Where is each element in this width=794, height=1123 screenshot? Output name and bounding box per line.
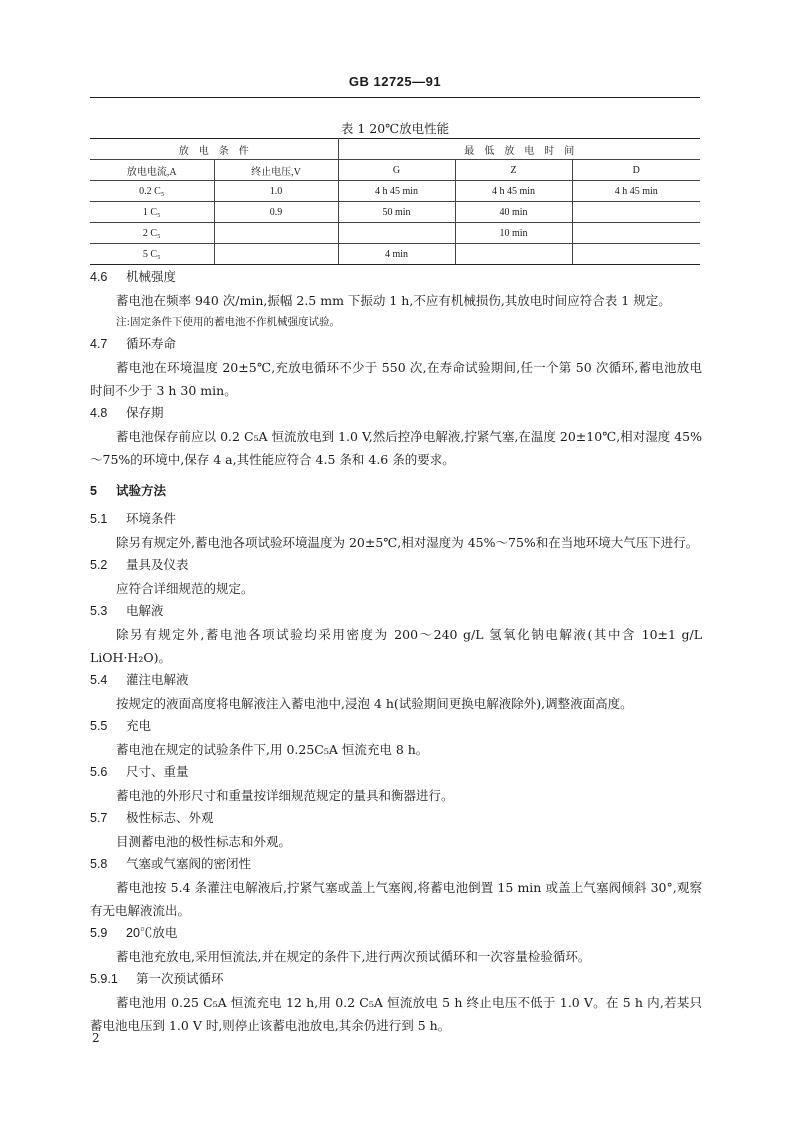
cell-z: 4 h 45 min	[455, 181, 572, 202]
cell-g: 4 h 45 min	[338, 181, 455, 202]
cell-g: 50 min	[338, 202, 455, 223]
cell-current: 1 C₅	[90, 202, 214, 223]
paragraph-5-9-1: 蓄电池用 0.25 C₅A 恒流充电 12 h,用 0.2 C₅A 恒流放电 5 h 终止电压不低于 1.0 V。在 5 h 内,若某只蓄电池电压到 1.0 V 时,则停止该蓄电池放电,其余仍进行到 5 h。	[90, 995, 702, 1033]
section-title: 充电	[126, 719, 152, 733]
discharge-performance-table	[90, 138, 700, 265]
section-number: 5.6	[90, 765, 108, 779]
paragraph-5-8: 蓄电池按 5.4 条灌注电解液后,拧紧气塞或盖上气塞阀,将蓄电池倒置 15 min 或盖上气塞阀倾斜 30°,观察有无电解液流出。	[90, 880, 702, 918]
paragraph-5-5: 蓄电池在规定的试验条件下,用 0.25C₅A 恒流充电 8 h。	[116, 742, 429, 757]
section-title: 灌注电解液	[126, 673, 189, 687]
heading-4-8	[90, 402, 702, 425]
section-number: 5	[90, 484, 97, 498]
table-row	[90, 223, 700, 244]
heading-5-8	[90, 853, 702, 876]
table-caption: 表 1 20℃放电性能	[340, 121, 450, 136]
cell-current: 2 C₅	[90, 223, 214, 244]
section-number: 4.8	[90, 406, 108, 420]
cell-g: 4 min	[338, 244, 455, 265]
col-header-g: G	[338, 160, 455, 181]
section-title: 电解液	[126, 604, 164, 618]
section-number: 4.7	[90, 337, 108, 351]
heading-5-9	[90, 922, 702, 945]
heading-5-5	[90, 715, 702, 738]
cell-voltage	[214, 244, 338, 265]
section-number: 5.5	[90, 719, 108, 733]
note-4-6: 注:固定条件下使用的蓄电池不作机械强度试验。	[116, 316, 341, 328]
cell-d	[572, 244, 700, 265]
cell-current: 0.2 C₅	[90, 181, 214, 202]
section-title: 保存期	[126, 406, 164, 420]
heading-5-9-1	[90, 968, 702, 991]
group-header-min-discharge-time: 最 低 放 电 时 间	[338, 139, 700, 160]
cell-voltage	[214, 223, 338, 244]
heading-4-6	[90, 266, 702, 289]
cell-z: 10 min	[455, 223, 572, 244]
paragraph-5-9: 蓄电池充放电,采用恒流法,并在规定的条件下,进行两次预试循环和一次容量检验循环。	[116, 949, 591, 964]
section-title: 试验方法	[116, 484, 167, 498]
heading-4-7	[90, 333, 702, 356]
section-number: 5.2	[90, 558, 108, 572]
col-header-voltage: 终止电压,V	[214, 160, 338, 181]
page-number: 2	[92, 1031, 100, 1045]
section-title: 第一次预试循环	[136, 972, 224, 986]
paragraph-5-3: 除另有规定外,蓄电池各项试验均采用密度为 200～240 g/L 氢氧化钠电解液(其中含 10±1 g/L LiOH·H₂O)。	[90, 627, 702, 665]
section-number: 4.6	[90, 270, 108, 284]
section-title: 环境条件	[126, 512, 177, 526]
cell-z	[455, 244, 572, 265]
section-title: 尺寸、重量	[126, 765, 189, 779]
col-header-d: D	[572, 160, 700, 181]
table-column-header-row	[90, 160, 700, 181]
cell-z: 40 min	[455, 202, 572, 223]
table-row	[90, 181, 700, 202]
page-header: GB 12725—91	[348, 74, 442, 89]
paragraph-5-6: 蓄电池的外形尺寸和重量按详细规范规定的量具和衡器进行。	[116, 788, 454, 803]
group-header-discharge-conditions: 放 电 条 件	[90, 139, 338, 160]
paragraph-5-2: 应符合详细规范的规定。	[116, 581, 254, 596]
col-header-current: 放电电流,A	[90, 160, 214, 181]
heading-5-1	[90, 508, 702, 531]
section-title: 气塞或气塞阀的密闭性	[126, 857, 252, 871]
cell-voltage: 1.0	[214, 181, 338, 202]
heading-5-7	[90, 807, 702, 830]
section-number: 5.3	[90, 604, 108, 618]
cell-voltage: 0.9	[214, 202, 338, 223]
paragraph-5-7: 目测蓄电池的极性标志和外观。	[116, 834, 292, 849]
paragraph-5-4: 按规定的液面高度将电解液注入蓄电池中,浸泡 4 h(试验期间更换电解液除外),调整液面高度。	[116, 696, 633, 711]
heading-5-4	[90, 669, 702, 692]
cell-current: 5 C₅	[90, 244, 214, 265]
table-row	[90, 244, 700, 265]
section-title: 20℃放电	[126, 926, 178, 940]
col-header-z: Z	[455, 160, 572, 181]
body-text	[90, 266, 702, 1037]
section-number: 5.8	[90, 857, 108, 871]
paragraph-4-7: 蓄电池在环境温度 20±5℃,充放电循环不少于 550 次,在寿命试验期间,任一个第 50 次循环,蓄电池放电时间不少于 3 h 30 min。	[90, 360, 702, 398]
heading-5-2	[90, 554, 702, 577]
heading-5-3	[90, 600, 702, 623]
heading-5-6	[90, 761, 702, 784]
section-number: 5.7	[90, 811, 108, 825]
section-number: 5.1	[90, 512, 108, 526]
section-number: 5.9	[90, 926, 108, 940]
cell-d: 4 h 45 min	[572, 181, 700, 202]
section-title: 机械强度	[126, 270, 177, 284]
paragraph-4-6: 蓄电池在频率 940 次/min,振幅 2.5 mm 下振动 1 h,不应有机械损伤,其放电时间应符合表 1 规定。	[116, 293, 671, 308]
header-rule	[90, 97, 700, 98]
section-number: 5.4	[90, 673, 108, 687]
section-title: 循环寿命	[126, 337, 177, 351]
table-row	[90, 202, 700, 223]
cell-g	[338, 223, 455, 244]
paragraph-5-1: 除另有规定外,蓄电池各项试验环境温度为 20±5℃,相对湿度为 45%～75%和在当地环境大气压下进行。	[116, 535, 699, 550]
section-title: 极性标志、外观	[126, 811, 214, 825]
cell-d	[572, 202, 700, 223]
cell-d	[572, 223, 700, 244]
heading-5	[90, 480, 702, 503]
section-title: 量具及仪表	[126, 558, 189, 572]
table-group-header-row	[90, 139, 700, 160]
paragraph-4-8: 蓄电池保存前应以 0.2 C₅A 恒流放电到 1.0 V,然后控净电解液,拧紧气塞,在温度 20±10℃,相对湿度 45%～75%的环境中,保存 4 a,其性能应符合 4.5 条和 4.6 条的要求。	[90, 429, 702, 467]
section-number: 5.9.1	[90, 972, 118, 986]
